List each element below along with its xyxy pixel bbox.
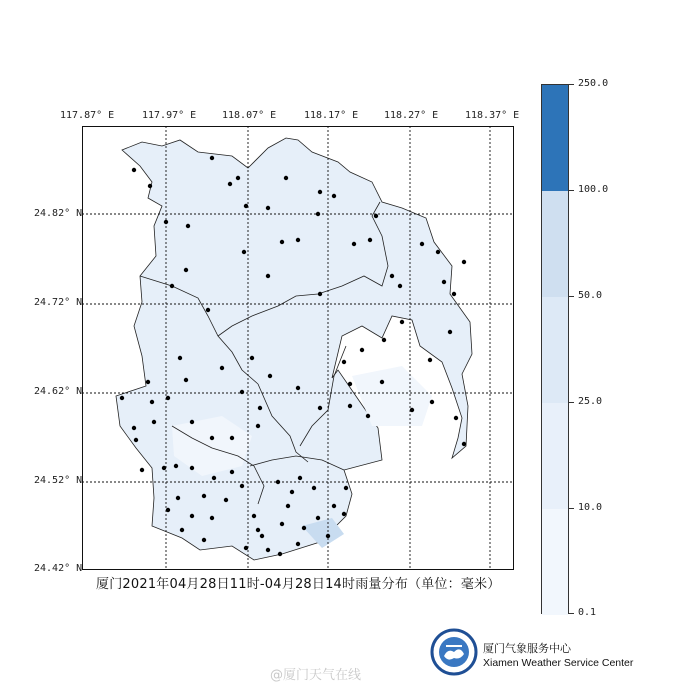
cb-seg-50-100 xyxy=(542,191,568,297)
rainfall-colorbar xyxy=(541,84,569,614)
lon-label-6: 118.37° E xyxy=(465,110,520,121)
rainfall-map xyxy=(82,126,514,570)
cb-label-10: 10.0 xyxy=(578,502,603,513)
lat-label-2: 24.72° N xyxy=(34,297,83,308)
lon-label-2: 117.97° E xyxy=(142,110,197,121)
center-name-cn: 厦门气象服务中心 xyxy=(483,642,571,655)
cb-seg-01-10 xyxy=(542,509,568,615)
lon-label-5: 118.27° E xyxy=(384,110,439,121)
cb-seg-100-250 xyxy=(542,85,568,191)
lon-label-4: 118.17° E xyxy=(304,110,359,121)
cb-label-01: 0.1 xyxy=(578,607,597,618)
cb-label-100: 100.0 xyxy=(578,184,609,195)
xiamen-region xyxy=(116,138,472,560)
cb-seg-25-50 xyxy=(542,297,568,403)
lat-label-4: 24.52° N xyxy=(34,475,83,486)
cb-label-250: 250.0 xyxy=(578,78,609,89)
lon-label-1: 117.87° E xyxy=(60,110,115,121)
map-caption: 厦门2021年04月28日11时-04月28日14时雨量分布（单位：毫米） xyxy=(96,577,501,592)
cb-seg-10-25 xyxy=(542,403,568,509)
lon-label-3: 118.07° E xyxy=(222,110,277,121)
cb-label-50: 50.0 xyxy=(578,290,603,301)
lat-label-3: 24.62° N xyxy=(34,386,83,397)
center-name-en: Xiamen Weather Service Center xyxy=(483,657,634,669)
lat-label-5: 24.42° N xyxy=(34,563,83,574)
weibo-watermark: @厦门天气在线 xyxy=(270,668,362,683)
weather-service-emblem-icon xyxy=(430,628,478,676)
cb-label-25: 25.0 xyxy=(578,396,603,407)
lat-label-1: 24.82° N xyxy=(34,208,83,219)
